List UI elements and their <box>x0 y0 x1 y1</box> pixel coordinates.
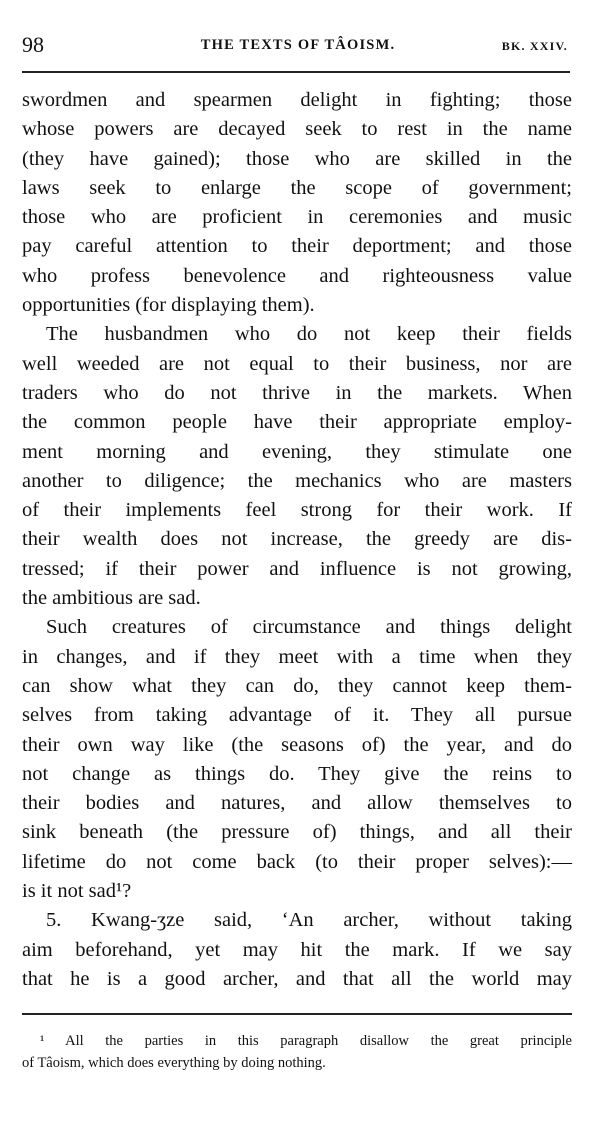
text-line: pay careful attention to their deportment; and those <box>22 235 572 258</box>
text-line: in changes, and if they meet with a time when they <box>22 645 572 668</box>
text-line: aim beforehand, yet may hit the mark. If we say <box>22 938 572 961</box>
footnote-rule <box>22 1013 572 1015</box>
text-line: The husbandmen who do not keep their fields <box>46 323 572 346</box>
book-page <box>22 0 574 1125</box>
text-line: that he is a good archer, and that all the world may <box>22 967 572 990</box>
text-line: of their implements feel strong for their work. If <box>22 499 572 522</box>
footnotes <box>22 1030 572 1074</box>
page-header <box>22 32 574 58</box>
text-line: sink beneath (the pressure of) things, and all their <box>22 821 572 844</box>
book-reference: BK. XXIV. <box>501 39 568 53</box>
text-line: well weeded are not equal to their business, nor are <box>22 352 572 375</box>
text-line: the ambitious are sad. <box>22 587 201 610</box>
footnote-line: ¹ All the parties in this paragraph disallow the great principle <box>40 1033 572 1049</box>
text-line: (they have gained); those who are skilled in the <box>22 147 572 170</box>
text-line: 5. Kwang-ʒze said, ‘An archer, without taking <box>46 909 572 932</box>
text-line: tressed; if their power and influence is not growing, <box>22 557 572 580</box>
text-line: Such creatures of circumstance and things delight <box>46 616 572 639</box>
text-line: who profess benevolence and righteousness value <box>22 264 572 287</box>
text-line: swordmen and spearmen delight in fighting; those <box>22 89 572 111</box>
text-line: their wealth does not increase, the greedy are dis- <box>22 528 572 551</box>
text-line: is it not sad¹? <box>22 880 132 903</box>
text-line: the common people have their appropriate employ- <box>22 411 572 434</box>
text-line: not change as things do. They give the reins to <box>22 762 572 785</box>
body-text <box>22 86 572 994</box>
text-line: laws seek to enlarge the scope of government; <box>22 176 572 199</box>
text-line: those who are proficient in ceremonies and music <box>22 206 572 229</box>
text-line: another to diligence; the mechanics who are masters <box>22 469 572 492</box>
text-line: lifetime do not come back (to their proper selves):— <box>22 850 572 873</box>
running-title: THE TEXTS OF TÂOISM. <box>200 37 396 53</box>
text-line: can show what they can do, they cannot keep them- <box>22 674 572 697</box>
text-line: opportunities (for displaying them). <box>22 294 315 317</box>
text-line: their own way like (the seasons of) the year, and do <box>22 733 572 756</box>
text-line: traders who do not thrive in the markets. When <box>22 381 572 404</box>
header-rule <box>22 71 570 73</box>
page-number: 98 <box>22 32 44 57</box>
text-line: whose powers are decayed seek to rest in the name <box>22 118 572 141</box>
text-line: their bodies and natures, and allow themselves to <box>22 792 572 815</box>
text-line: selves from taking advantage of it. They all pursue <box>22 704 572 727</box>
text-line: ment morning and evening, they stimulate one <box>22 440 572 463</box>
footnote-line: of Tâoism, which does everything by doing nothing. <box>22 1055 326 1071</box>
